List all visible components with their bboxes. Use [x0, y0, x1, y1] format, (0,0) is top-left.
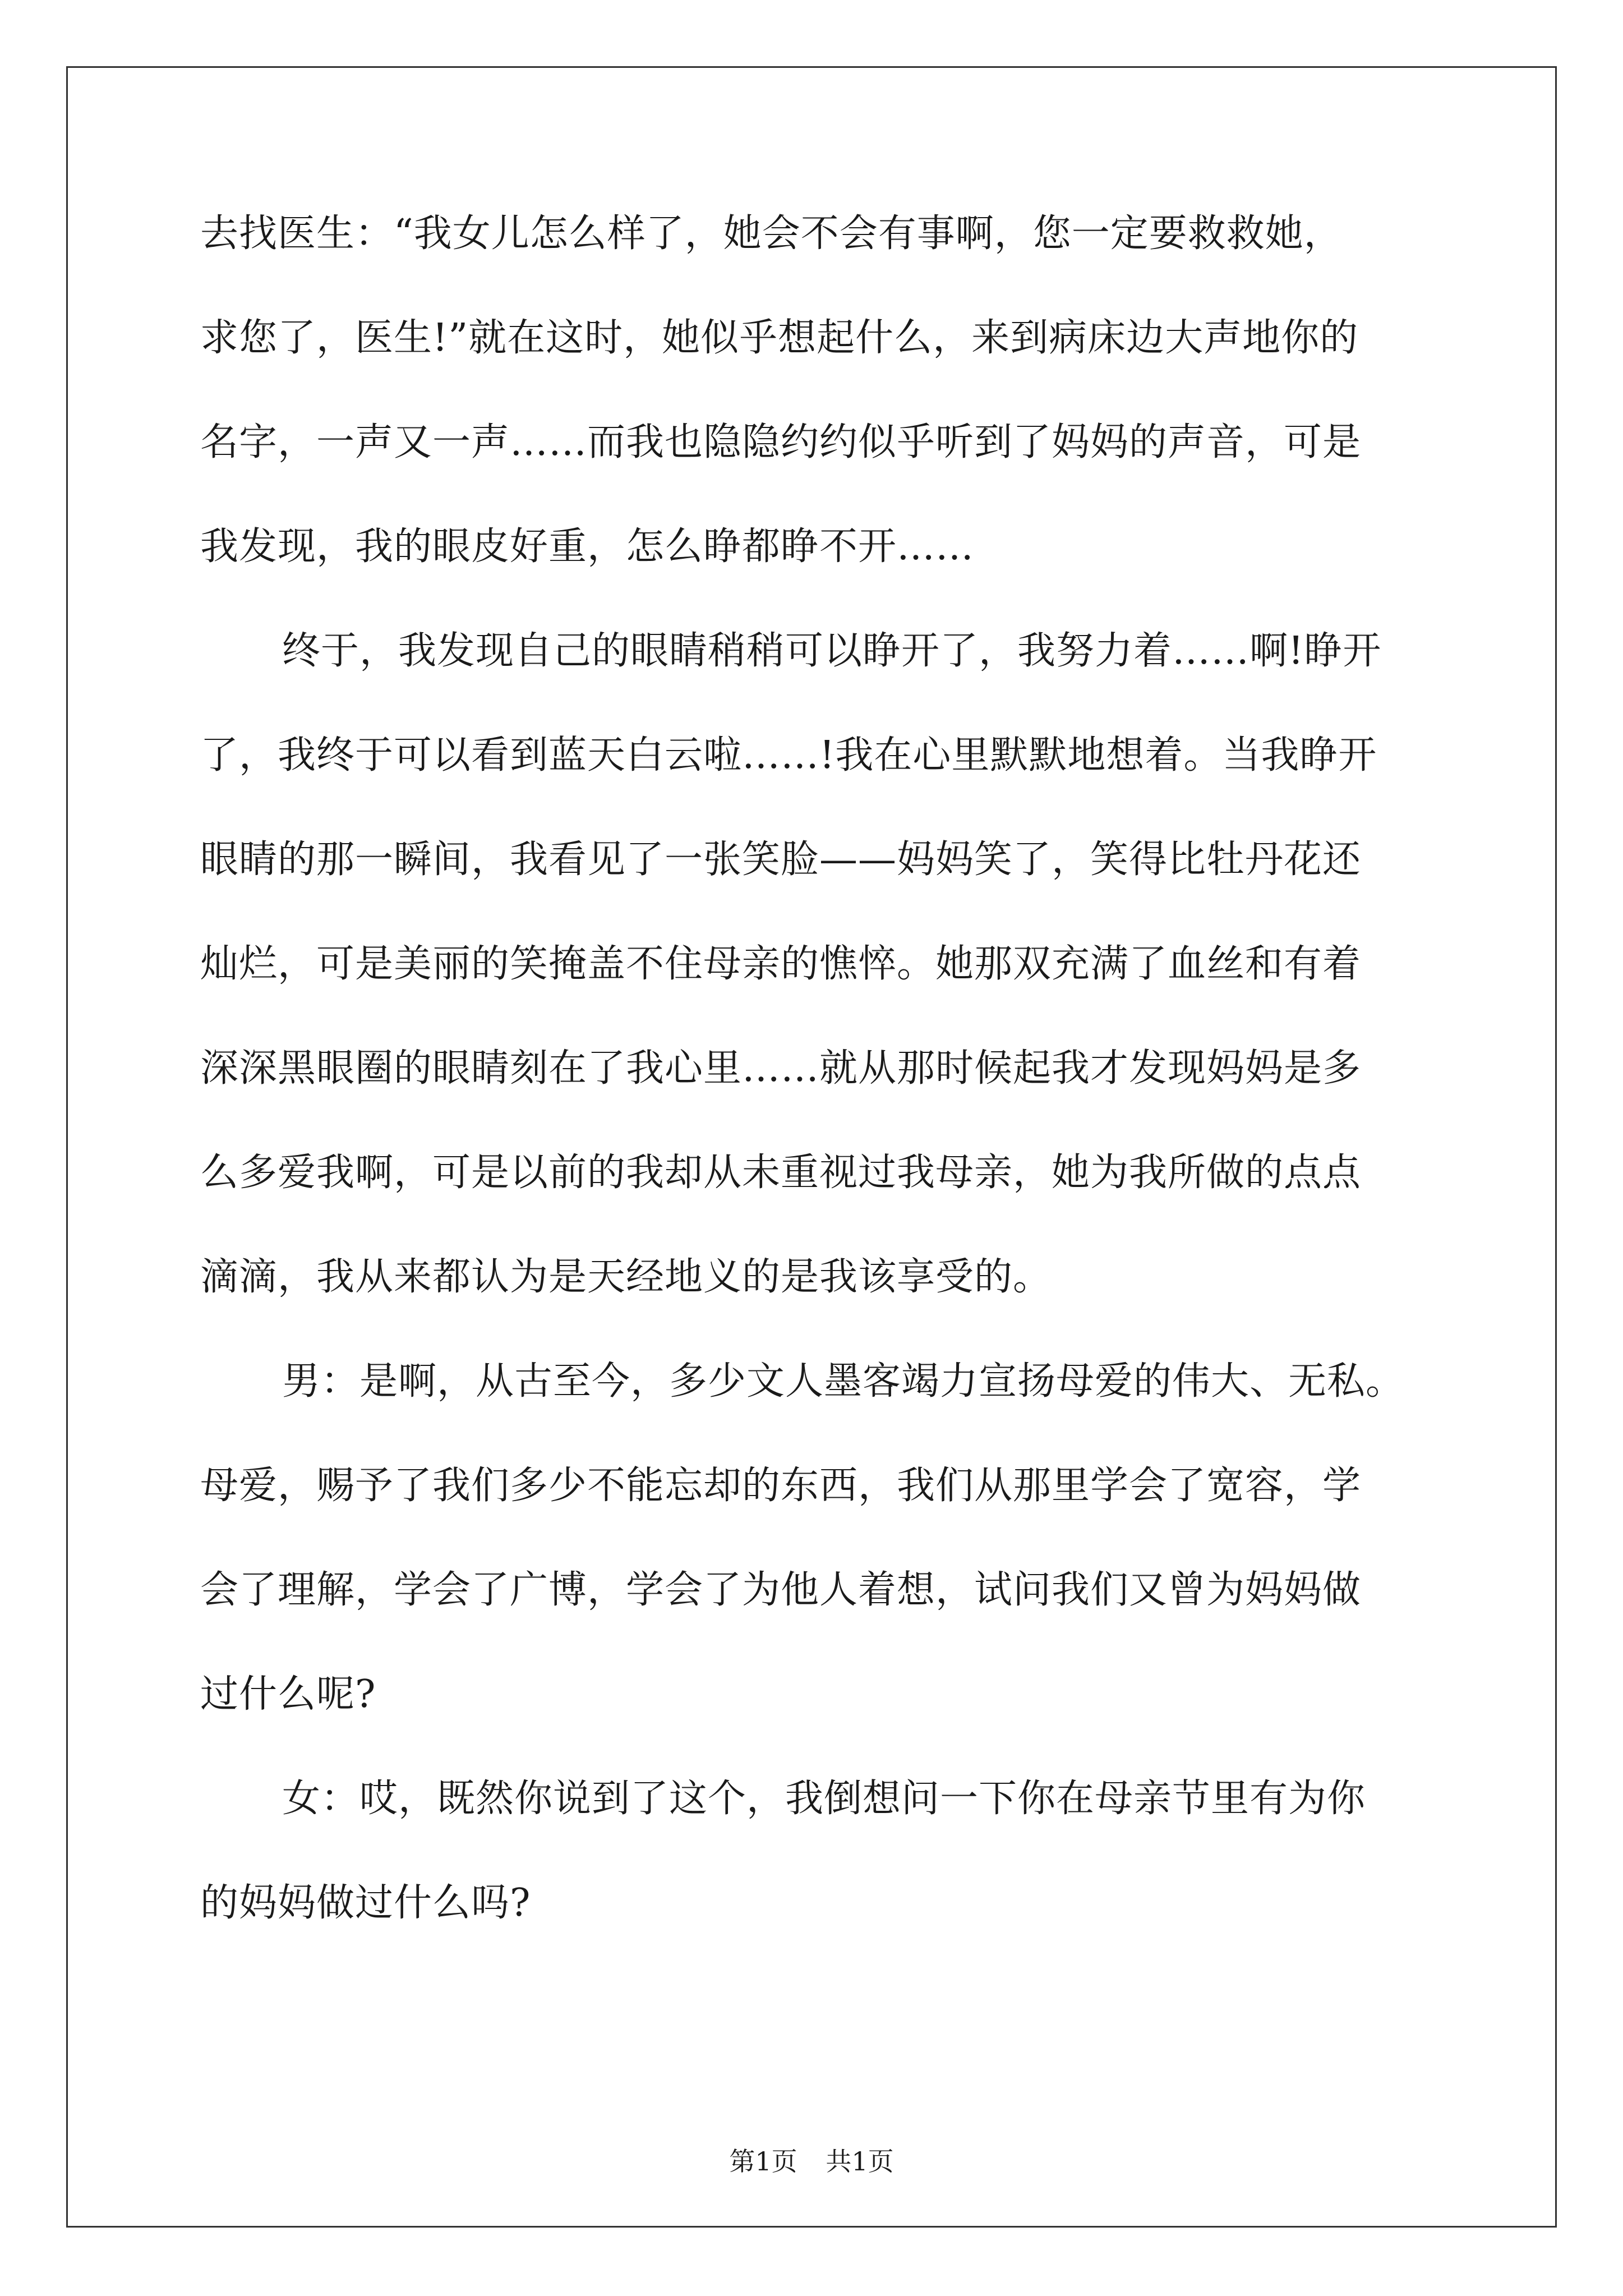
text-line: 母爱，赐予了我们多少不能忘却的东西，我们从那里学会了宽容，学	[200, 1464, 1362, 1508]
text-line: 求您了，医生!”就在这时，她似乎想起什么，来到病床边大声地你的	[200, 316, 1359, 360]
text-line: 女：哎，既然你说到了这个，我倒想问一下你在母亲节里有为你	[282, 1777, 1366, 1821]
text-line: 滴滴，我从来都认为是天经地义的是我该享受的。	[200, 1255, 1052, 1299]
text-line: 男：是啊，从古至今，多少文人墨客竭力宣扬母爱的伟大、无私。	[282, 1359, 1405, 1404]
text-line: 会了理解，学会了广博，学会了为他人着想，试问我们又曾为妈妈做	[200, 1568, 1362, 1612]
text-line: 终于，我发现自己的眼睛稍稍可以睁开了，我努力着……啊!睁开	[282, 629, 1382, 673]
text-line: 眼睛的那一瞬间，我看见了一张笑脸——妈妈笑了，笑得比牡丹花还	[200, 838, 1362, 882]
page-footer	[0, 2147, 1623, 2175]
text-line: 过什么呢?	[200, 1672, 376, 1717]
page-number-total: 共1页	[826, 2146, 894, 2177]
text-line: 么多爱我啊，可是以前的我却从未重视过我母亲，她为我所做的点点	[200, 1151, 1362, 1195]
text-line: 去找医生：“我女儿怎么样了，她会不会有事啊，您一定要救救她，	[200, 211, 1343, 256]
text-line: 深深黑眼圈的眼睛刻在了我心里……就从那时候起我才发现妈妈是多	[200, 1046, 1362, 1091]
page-number-current: 第1页	[729, 2146, 797, 2177]
text-line: 的妈妈做过什么吗?	[200, 1881, 531, 1925]
document-body	[200, 211, 1434, 1988]
text-line: 名字，一声又一声……而我也隐隐约约似乎听到了妈妈的声音，可是	[200, 420, 1362, 464]
text-line: 灿烂，可是美丽的笑掩盖不住母亲的憔悴。她那双充满了血丝和有着	[200, 942, 1362, 986]
text-line: 了，我终于可以看到蓝天白云啦……!我在心里默默地想着。当我睁开	[200, 733, 1377, 777]
text-line: 我发现，我的眼皮好重，怎么睁都睁不开……	[200, 524, 975, 569]
